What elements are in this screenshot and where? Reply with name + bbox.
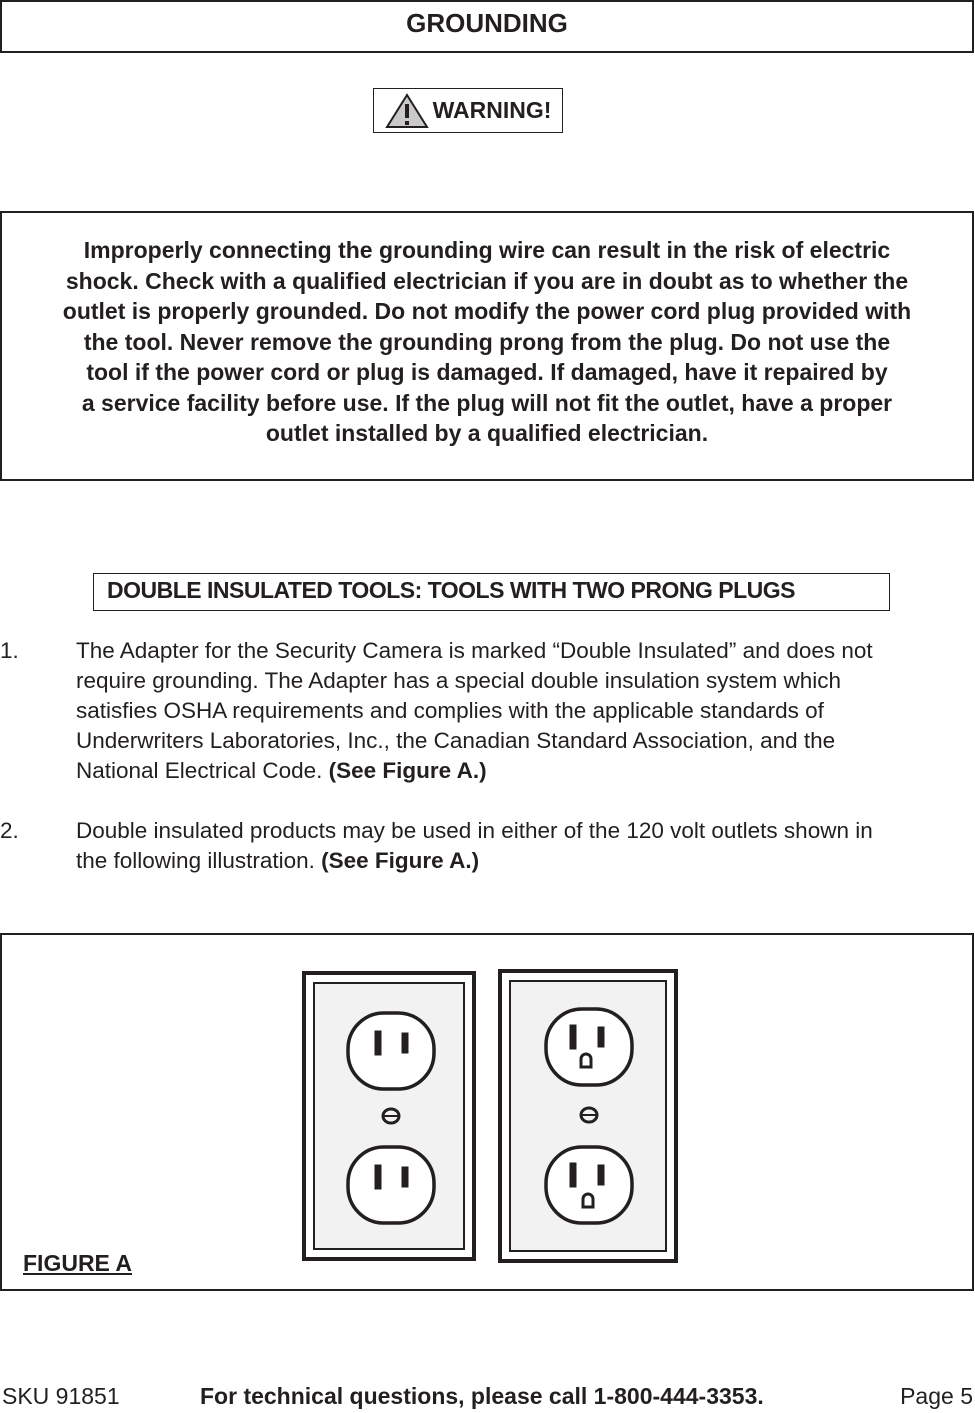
warning-line: a service facility before use. If the plug will not fit the outlet, have a proper (81, 389, 893, 416)
item-line: Underwriters Laboratories, Inc., the Canadian Standard Association, and the (76, 728, 836, 753)
figure-label: FIGURE A (23, 1250, 133, 1276)
page-title: GROUNDING (406, 8, 568, 38)
page-title-box (0, 0, 974, 53)
two-prong-outlet-plate (304, 973, 474, 1259)
section-heading-box (93, 573, 890, 611)
warning-label: WARNING! (432, 97, 552, 123)
item-line: Double insulated products may be used in either of the 120 volt outlets shown in (76, 818, 873, 843)
warning-line: tool if the power cord or plug is damaged. If damaged, have it repaired by (86, 359, 888, 385)
item-text (76, 816, 971, 876)
three-prong-outlet-plate (500, 971, 676, 1261)
item-line-last (76, 756, 971, 786)
section-heading: DOUBLE INSULATED TOOLS: TOOLS WITH TWO PRONG PLUGS (107, 577, 795, 603)
warning-line: the tool. Never remove the grounding prong from the plug. Do not use the (83, 328, 891, 355)
item-line: the following illustration. (76, 848, 322, 873)
figure-reference: (See Figure A.) (321, 848, 480, 873)
item-text (76, 636, 971, 786)
footer-page-number: Page 5 (900, 1383, 973, 1409)
warning-text (20, 235, 954, 449)
item-line-last (76, 846, 971, 876)
warning-tag (373, 88, 563, 133)
warning-line: outlet installed by a qualified electrician. (265, 420, 709, 446)
warning-line: Improperly connecting the grounding wire can result in the risk of electric (83, 237, 891, 263)
item-line: require grounding. The Adapter has a special double insulation system which (76, 668, 842, 693)
item-number: 2. (0, 818, 19, 843)
item-number: 1. (0, 638, 19, 663)
warning-box (0, 211, 974, 481)
warning-line: shock. Check with a qualified electrician if you are in doubt as to whether the (65, 267, 909, 294)
page-footer (0, 1383, 975, 1413)
item-line: National Electrical Code. (76, 758, 329, 783)
item-line: satisfies OSHA requirements and complies with the applicable standards of (76, 698, 824, 723)
footer-phone: For technical questions, please call 1-800-444-3353. (200, 1383, 764, 1409)
figure-box (0, 933, 974, 1291)
warning-triangle-icon (385, 93, 429, 129)
outlets-icon (300, 967, 680, 1267)
item-line: The Adapter for the Security Camera is marked “Double Insulated” and does not (76, 638, 873, 663)
footer-sku: SKU 91851 (2, 1383, 120, 1409)
figure-reference: (See Figure A.) (328, 758, 487, 783)
warning-line: outlet is properly grounded. Do not modify the power cord plug provided with (62, 298, 912, 324)
